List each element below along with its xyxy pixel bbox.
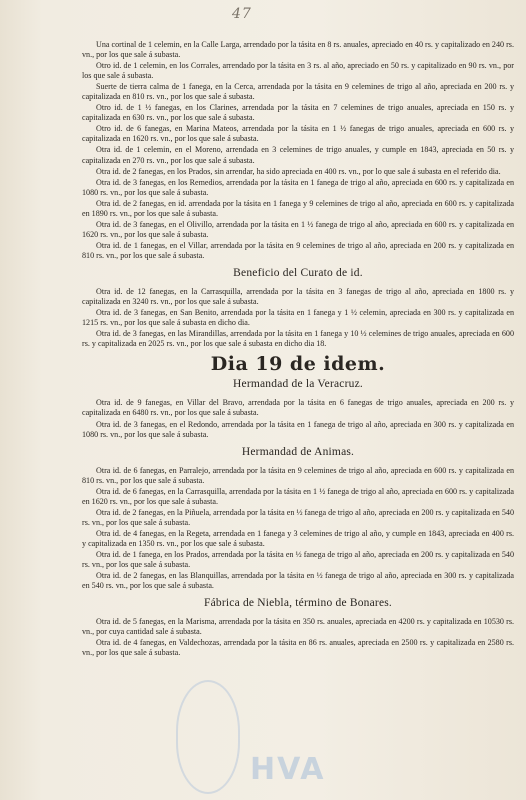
listing-paragraph: Otra id. de 2 fanegas, en los Prados, sin arrendar, ha sido apreciada en 400 rs. vn., por lo que sale á subasta en el referido dia.	[96, 166, 501, 176]
section-heading: Hermandad de Animas.	[241, 445, 355, 458]
listing-paragraph: Otro id. de 1 ½ fanegas, en los Clarines, arrendada por la tásita en 7 celemines de trigo anuales, apreciada en 150 rs. y capitalizada en 630 rs. vn., por los que sale á subasta.	[82, 103, 514, 123]
day-heading: Dia 19 de idem.	[210, 353, 386, 376]
listing-paragraph: Otra id. de 2 fanegas, en las Blanquillas, arrendada por la tásita en ½ fanega de trigo al año, apreciada en 300 rs. y capitalizada en 540 rs. vn., por los que sale á subasta.	[82, 571, 514, 591]
listing-paragraph: Otra id. de 6 fanegas, en Parralejo, arrendada por la tásita en 9 celemines de trigo al año, apreciada en 600 rs. y capitalizada en 810 rs. vn., por los que sale á subasta.	[82, 465, 514, 485]
listing-paragraph: Otra id. de 1 celemin, en el Moreno, arrendada en 3 celemines de trigo anuales, y cumple en 1843, apreciada en 50 rs. y capitalizada en 270 rs. vn., por los que sale á subasta.	[82, 145, 514, 165]
listing-paragraph: Otra id. de 4 fanegas, en Valdechozas, arrendada por la tásita en 86 rs. anuales, apreciada en 2500 rs. y capitalizada en 2580 rs. vn., por los que sale á subasta.	[82, 638, 514, 658]
listing-paragraph: Otra id. de 6 fanegas, en la Carrasquilla, arrendada por la tásita en 1 ½ fanega de trigo al año, apreciada en 600 rs. y capitalizada en 1620 rs. vn., por los que sale á subasta.	[82, 486, 514, 506]
listing-paragraph: Otra id. de 4 fanegas, en la Regeta, arrendada en 1 fanega y 3 celemines de trigo al año, y cumple en 1843, apreciada en 400 rs. y capitalizada en 1350 rs. vn., por los que sale á subasta.	[82, 528, 514, 548]
listing-paragraph: Otra id. de 2 fanegas, en id. arrendada por la tásita en 1 fanega y 9 celemines de trigo al año, apreciada en 600 rs. y capitalizada en 1890 rs. vn., por los que sale á subasta.	[82, 198, 514, 218]
listing-paragraph: Otro id. de 6 fanegas, en Marina Mateos, arrendada por la tásita en 1 ½ fanegas de trigo anuales, apreciada en 600 rs. y capitalizada en 1620 rs. vn., por los que sale á subasta.	[82, 124, 514, 144]
section-heading: Fábrica de Niebla, término de Bonares.	[203, 597, 393, 610]
listing-paragraph: Otra id. de 1 fanegas, en el Villar, arrendada por la tásita en 9 celemines de trigo al año, apreciada en 200 rs. y capitalizada en 810 rs. vn., por los que sale á subasta.	[82, 240, 514, 260]
watermark: HVA	[250, 752, 326, 787]
listing-paragraph: Otra id. de 5 fanegas, en la Marisma, arrendada por la tásita en 350 rs. anuales, apreciada en 4200 rs. y capitalizada en 10530 rs. vn., por cuya cantidad sale á subasta.	[82, 617, 514, 637]
listing-paragraph: Otra id. de 3 fanegas, en el Olivillo, arrendada por la tásita en 1 ½ fanega de trigo al año, apreciada en 600 rs. y capitalizada en 1620 rs. vn., por los que sale á subasta.	[82, 219, 514, 239]
library-stamp	[176, 680, 240, 794]
listing-paragraph: Otra id. de 3 fanegas, en las Mirandillas, arrendada por la tásita en 1 fanega y 10 ½ celemines de trigo anuales, apreciada en 600 rs. y capitalizada en 2025 rs. vn., por los que sale á subasta en dicho dia 18.	[82, 329, 514, 349]
listing-paragraph: Otra id. de 3 fanegas, en San Benito, arrendada por la tásita en 1 fanega y 1 ½ celemin, apreciada en 300 rs. y capitalizada en 1215 rs. vn., por los que sale á subasta en dicho dia.	[82, 308, 514, 328]
listing-paragraph: Otra id. de 3 fanegas, en el Redondo, arrendada por la tásita en 1 fanega de trigo al año, apreciada en 300 rs. y capitalizada en 1080 rs. vn., por los que sale á subasta.	[82, 419, 514, 439]
listing-paragraph: Otra id. de 1 fanega, en los Prados, arrendada por la tásita en ½ fanega de trigo al año, apreciada en 200 rs. y capitalizada en 540 rs. vn., por los que sale á subasta.	[82, 550, 514, 570]
listing-paragraph: Otra id. de 12 fanegas, en la Carrasquilla, arrendada por la tásita en 3 fanegas de trigo al año, apreciada en 1800 rs. y capitalizada en 3240 rs. vn., por los que sale á subasta.	[82, 287, 514, 307]
page-number: 47	[232, 6, 252, 22]
section-heading: Beneficio del Curato de id.	[233, 266, 363, 279]
listing-paragraph: Una cortinal de 1 celemin, en la Calle Larga, arrendado por la tásita en 8 rs. anuales, apreciado en 40 rs. y capitalizado en 240 rs. vn., por los que sale á subasta.	[82, 40, 514, 60]
listing-paragraph: Otro id. de 1 celemin, en los Corrales, arrendado por la tásita en 3 rs. al año, apreciado en 50 rs. y capitalizado en 90 rs. vn., por los que sale á subasta.	[82, 61, 514, 81]
listing-paragraph: Otra id. de 9 fanegas, en Villar del Bravo, arrendada por la tásita en 6 fanegas de trigo anuales, apreciada en 200 rs. y capitalizada en 6480 rs. vn., por los que sale á subasta.	[82, 398, 514, 418]
section-heading: Hermandad de la Veracruz.	[233, 378, 363, 391]
listing-paragraph: Otra id. de 2 fanegas, en la Piñuela, arrendada por la tásita en ½ fanega de trigo al año, apreciada en 200 rs. y capitalizada en 540 rs. vn., por los que sale á subasta.	[82, 507, 514, 527]
document-body	[82, 40, 514, 659]
listing-paragraph: Otra id. de 3 fanegas, en los Remedios, arrendada por la tásita en 1 fanega de trigo al año, apreciada en 600 rs. y capitalizada en 1080 rs. vn., por los que sale á subasta.	[82, 177, 514, 197]
listing-paragraph: Suerte de tierra calma de 1 fanega, en la Cerca, arrendada por la tásita en 9 celemines de trigo al año, apreciada en 200 rs. y capitalizada en 810 rs. vn., por los que sale á subasta.	[82, 82, 514, 102]
